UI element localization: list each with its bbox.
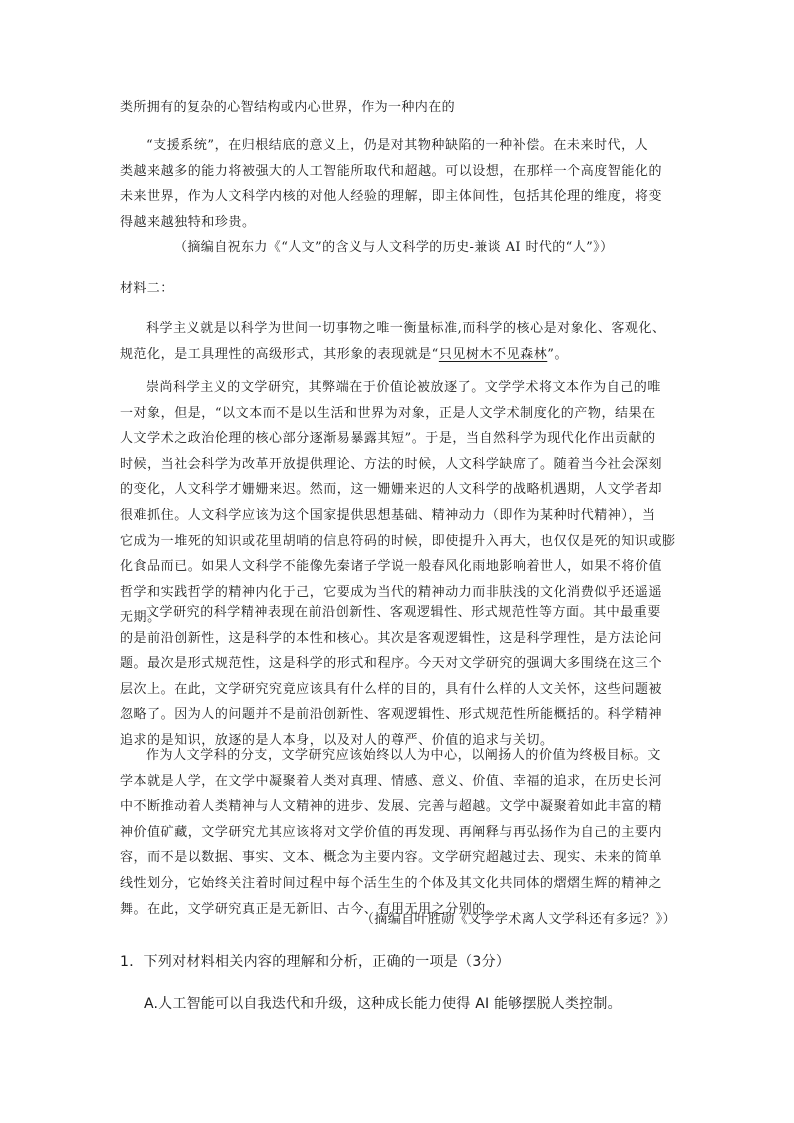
text-line: 追求的是知识，放逐的是人本身，以及对人的尊严、价值的追求与关切。 — [120, 732, 554, 748]
text-line: 神价值矿藏，文学研究尤其应该将对文学价值的再发现、再阐释与再弘扬作为自己的主要内 — [120, 824, 663, 840]
text-line: 忽略了。因为人的问题并不是前沿创新性、客观逻辑性、形式规范性所能概括的。科学精神 — [120, 707, 663, 723]
text-line — [120, 342, 680, 368]
text-line: 题。最次是形式规范性，这是科学的形式和程序。今天对文学研究的强调大多围绕在这三个 — [120, 656, 663, 672]
text-line: 一对象，但是，“以文本而不是以生活和世界为对象，正是人文学术制度化的产物，结果在 — [120, 405, 656, 421]
text-line: 线性划分，它始终关注着时间过程中每个活生生的个体及其文化共同体的熠熠生辉的精神之 — [120, 875, 663, 891]
text-segment: 规范化，是工具理性的高级形式，其形象的表现就是“ — [120, 346, 439, 362]
text-line: 中不断推动着人类精神与人文精神的进步、发展、完善与超越。文学中凝聚着如此丰富的精 — [120, 799, 663, 815]
text-line: 层次上。在此，文学研究究竟应该具有什么样的目的，具有什么样的人文关怀，这些问题被 — [120, 681, 663, 697]
material2-source: （摘编自叶胜勋《文学学术离人文学科还有多远？》） — [360, 912, 676, 927]
text-line: 化食品而已。如果人文科学不能像先秦诸子学说一般春风化雨地影响着世人，如果不将价值 — [120, 559, 663, 575]
material1-top-line: 类所拥有的复杂的心智结构或内心世界，作为一种内在的 — [120, 100, 456, 115]
text-line: 哲学和实践哲学的精神内化于己，它要成为当代的精神动力而非肤浅的文化消费似乎还遥遥 — [120, 584, 663, 600]
text-line: “支援系统”，在归根结底的意义上，仍是对其物种缺陷的一种补偿。在未来时代，人 — [146, 138, 649, 153]
text-line: 未来世界，作为人文科学内核的对他人经验的理解，即主体间性，包括其伦理的维度，将变 — [120, 189, 663, 205]
material1-paragraph — [120, 133, 676, 235]
text-line: 类越来越多的能力将被强大的人工智能所取代和超越。可以设想，在那样一个高度智能化的 — [120, 163, 663, 179]
text-line: 舞。在此，文学研究真正是无新旧、古今、有用无用之分别的。 — [120, 901, 500, 917]
option-a: A.人工智能可以自我迭代和升级，这种成长能力使得 AI 能够摆脱人类控制。 — [144, 996, 622, 1012]
question-stem: 1．下列对材料相关内容的理解和分析，正确的一项是（3分） — [120, 954, 511, 970]
text-line: 它成为一堆死的知识或花里胡哨的信息符码的时候，即使提升入再大，也仅仅是死的知识或膨 — [120, 533, 676, 549]
material2-paragraph-3 — [120, 600, 676, 754]
text-line: 崇尚科学主义的文学研究，其弊端在于价值论被放逐了。文学学术将文本作为自己的唯 — [146, 380, 661, 395]
text-line: 文学研究的科学精神表现在前沿创新性、客观逻辑性、形式规范性等方面。其中最重要 — [146, 605, 661, 620]
text-line: 人文学术之政治伦理的核心部分逐渐易暴露其短”。于是，当自然科学为现代化作出贡献的 — [120, 431, 656, 447]
material1-source: （摘编自祝东力《“人文”的含义与人文科学的历史-兼谈 AI 时代的“人”》） — [174, 240, 614, 255]
text-line: 科学主义就是以科学为世间一切事物之唯一衡量标准,而科学的核心是对象化、客观化、 — [146, 321, 666, 336]
material2-heading: 材料二： — [120, 281, 174, 296]
text-line: 的变化，人文科学才姗姗来迟。然而，这一姗姗来迟的人文科学的战略机遇期，人文学者却 — [120, 482, 663, 498]
material2-paragraph-2 — [120, 375, 676, 631]
text-line: 时候，当社会科学为改革开放提供理论、方法的时候，人文科学缺席了。随着当今社会深刻 — [120, 456, 663, 472]
material2-paragraph-1 — [120, 316, 680, 367]
text-line: 作为人文学科的分支，文学研究应该始终以人为中心，以阐扬人的价值为终极目标。文 — [146, 748, 661, 763]
text-line: 学本就是人学，在文学中凝聚着人类对真理、情感、意义、价值、幸福的追求，在历史长河 — [120, 773, 663, 789]
text-segment: ”。 — [547, 346, 569, 362]
text-line: 很难抓住。人文科学应该为这个国家提供思想基础、精神动力（即作为某种时代精神），当 — [120, 507, 656, 523]
material2-paragraph-4 — [120, 743, 676, 922]
underlined-phrase: 只见树木不见森林 — [438, 346, 548, 362]
text-line: 无期。 — [120, 610, 161, 626]
text-line: 得越来越独特和珍贵。 — [120, 214, 256, 230]
text-line: 的是前沿创新性，这是科学的本性和核心。其次是客观逻辑性，这是科学理性，是方法论问 — [120, 630, 663, 646]
text-line: 容，而不是以数据、事实、文本、概念为主要内容。文学研究超越过去、现实、未来的简单 — [120, 850, 663, 866]
